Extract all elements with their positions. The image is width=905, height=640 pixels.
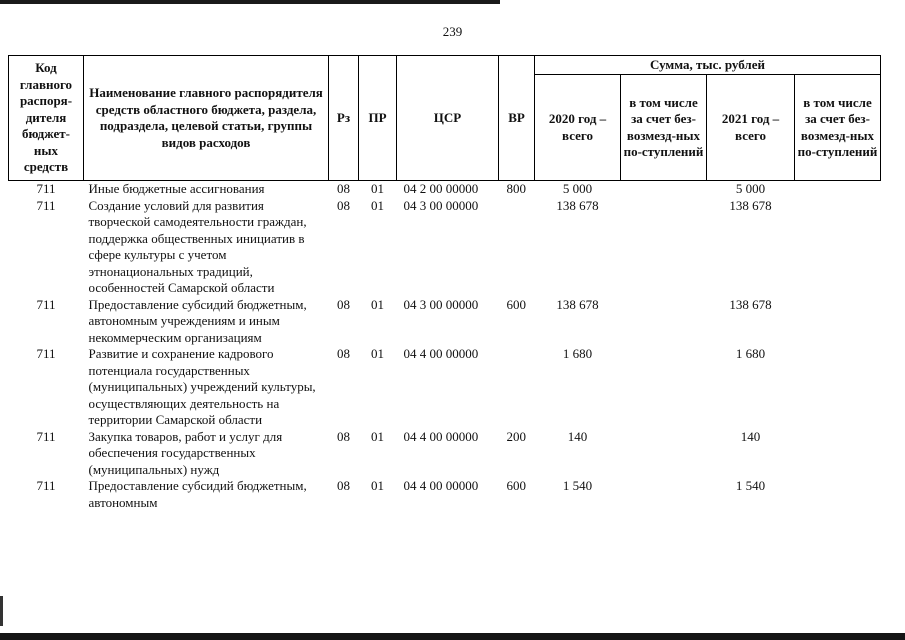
row-2020-total: 138 678 <box>556 296 599 312</box>
header-code: Код главного распоря-дителя бюджет-ных средств <box>9 56 84 181</box>
table-row <box>9 181 881 198</box>
row-2020-free <box>621 297 707 347</box>
table-row <box>9 429 881 479</box>
row-name: Создание условий для развития творческой самодеятельности граждан, поддержка общественных инициатив в сфере культуры с учетом этнонациональных традиций, особенностей Самарской области <box>88 197 307 295</box>
budget-table <box>8 55 881 511</box>
row-pr: 01 <box>371 346 384 361</box>
row-2021-total: 5 000 <box>735 181 766 196</box>
row-csr: 04 3 00 00000 <box>403 197 479 213</box>
header-2020-total: 2020 год – всего <box>535 75 621 181</box>
row-2020-free <box>621 429 707 479</box>
row-pr: 01 <box>371 428 384 444</box>
row-2020-free <box>621 346 707 429</box>
table-row <box>9 198 881 297</box>
row-rz: 08 <box>337 346 350 361</box>
row-2021-total: 138 678 <box>729 197 772 213</box>
row-vr: 600 <box>506 478 526 493</box>
row-pr: 01 <box>371 197 384 213</box>
row-code: 711 <box>36 478 56 493</box>
header-pr: ПР <box>359 56 397 181</box>
header-rz: Рз <box>329 56 359 181</box>
row-2021-total: 1 680 <box>735 346 766 361</box>
row-rz: 08 <box>337 181 350 196</box>
row-2021-free <box>795 297 881 347</box>
table-row <box>9 346 881 429</box>
row-csr: 04 4 00 00000 <box>403 478 479 493</box>
header-2021-total: 2021 год – всего <box>707 75 795 181</box>
row-2020-free <box>621 478 707 511</box>
row-vr <box>499 198 535 297</box>
header-2021-free: в том числе за счет без-возмезд-ных по-ступлений <box>795 75 881 181</box>
row-2020-free <box>621 198 707 297</box>
row-2020-total: 138 678 <box>556 197 599 213</box>
row-pr: 01 <box>371 181 384 196</box>
row-2021-free <box>795 346 881 429</box>
row-code: 711 <box>36 296 56 312</box>
row-rz: 08 <box>337 197 350 213</box>
header-2020-free: в том числе за счет без-возмезд-ных по-ступлений <box>621 75 707 181</box>
row-2021-total: 140 <box>740 428 761 444</box>
row-csr: 04 2 00 00000 <box>403 181 479 196</box>
bottom-rule <box>0 633 905 640</box>
table-header <box>9 56 881 181</box>
row-2020-total: 1 680 <box>562 346 593 361</box>
row-2020-total: 1 540 <box>562 478 593 493</box>
row-vr: 600 <box>506 296 526 312</box>
table-body <box>9 181 881 512</box>
row-2020-total: 5 000 <box>562 181 593 196</box>
row-2021-total: 1 540 <box>735 478 766 493</box>
row-rz: 08 <box>337 428 350 444</box>
row-2021-free <box>795 429 881 479</box>
scan-edge-mark <box>0 596 3 626</box>
row-rz: 08 <box>337 296 350 312</box>
top-rule <box>0 0 500 4</box>
row-2021-total: 138 678 <box>729 296 772 312</box>
table-row <box>9 297 881 347</box>
header-csr: ЦСР <box>397 56 499 181</box>
header-sum: Сумма, тыс. рублей <box>535 56 881 75</box>
header-name: Наименование главного распорядителя средств областного бюджета, раздела, подраздела, целевой статьи, группы видов расходов <box>84 56 329 181</box>
row-name: Иные бюджетные ассигнования <box>88 181 265 196</box>
row-csr: 04 4 00 00000 <box>403 346 479 361</box>
row-2021-free <box>795 198 881 297</box>
row-2021-free <box>795 478 881 511</box>
row-name: Закупка товаров, работ и услуг для обеспечения государственных (муниципальных) нужд <box>88 428 283 477</box>
row-2021-free <box>795 181 881 198</box>
row-vr: 800 <box>506 181 526 196</box>
header-vr: ВР <box>499 56 535 181</box>
row-name: Предоставление субсидий бюджетным, автономным <box>88 478 307 510</box>
row-2020-free <box>621 181 707 198</box>
row-pr: 01 <box>371 296 384 312</box>
row-code: 711 <box>36 346 56 361</box>
row-name: Предоставление субсидий бюджетным, автономным учреждениям и иным некоммерческим организациям <box>88 296 307 345</box>
row-name: Развитие и сохранение кадрового потенциала государственных (муниципальных) учреждений культуры, осуществляющих деятельность на территории Самарской области <box>88 346 316 427</box>
row-vr: 200 <box>506 428 526 444</box>
row-pr: 01 <box>371 478 384 493</box>
row-code: 711 <box>36 181 56 196</box>
row-code: 711 <box>36 197 56 213</box>
row-code: 711 <box>36 428 56 444</box>
row-rz: 08 <box>337 478 350 493</box>
row-csr: 04 4 00 00000 <box>403 428 479 444</box>
row-vr <box>499 346 535 429</box>
row-csr: 04 3 00 00000 <box>403 296 479 312</box>
row-2020-total: 140 <box>567 428 588 444</box>
page-number: 239 <box>442 24 463 39</box>
table-row <box>9 478 881 511</box>
